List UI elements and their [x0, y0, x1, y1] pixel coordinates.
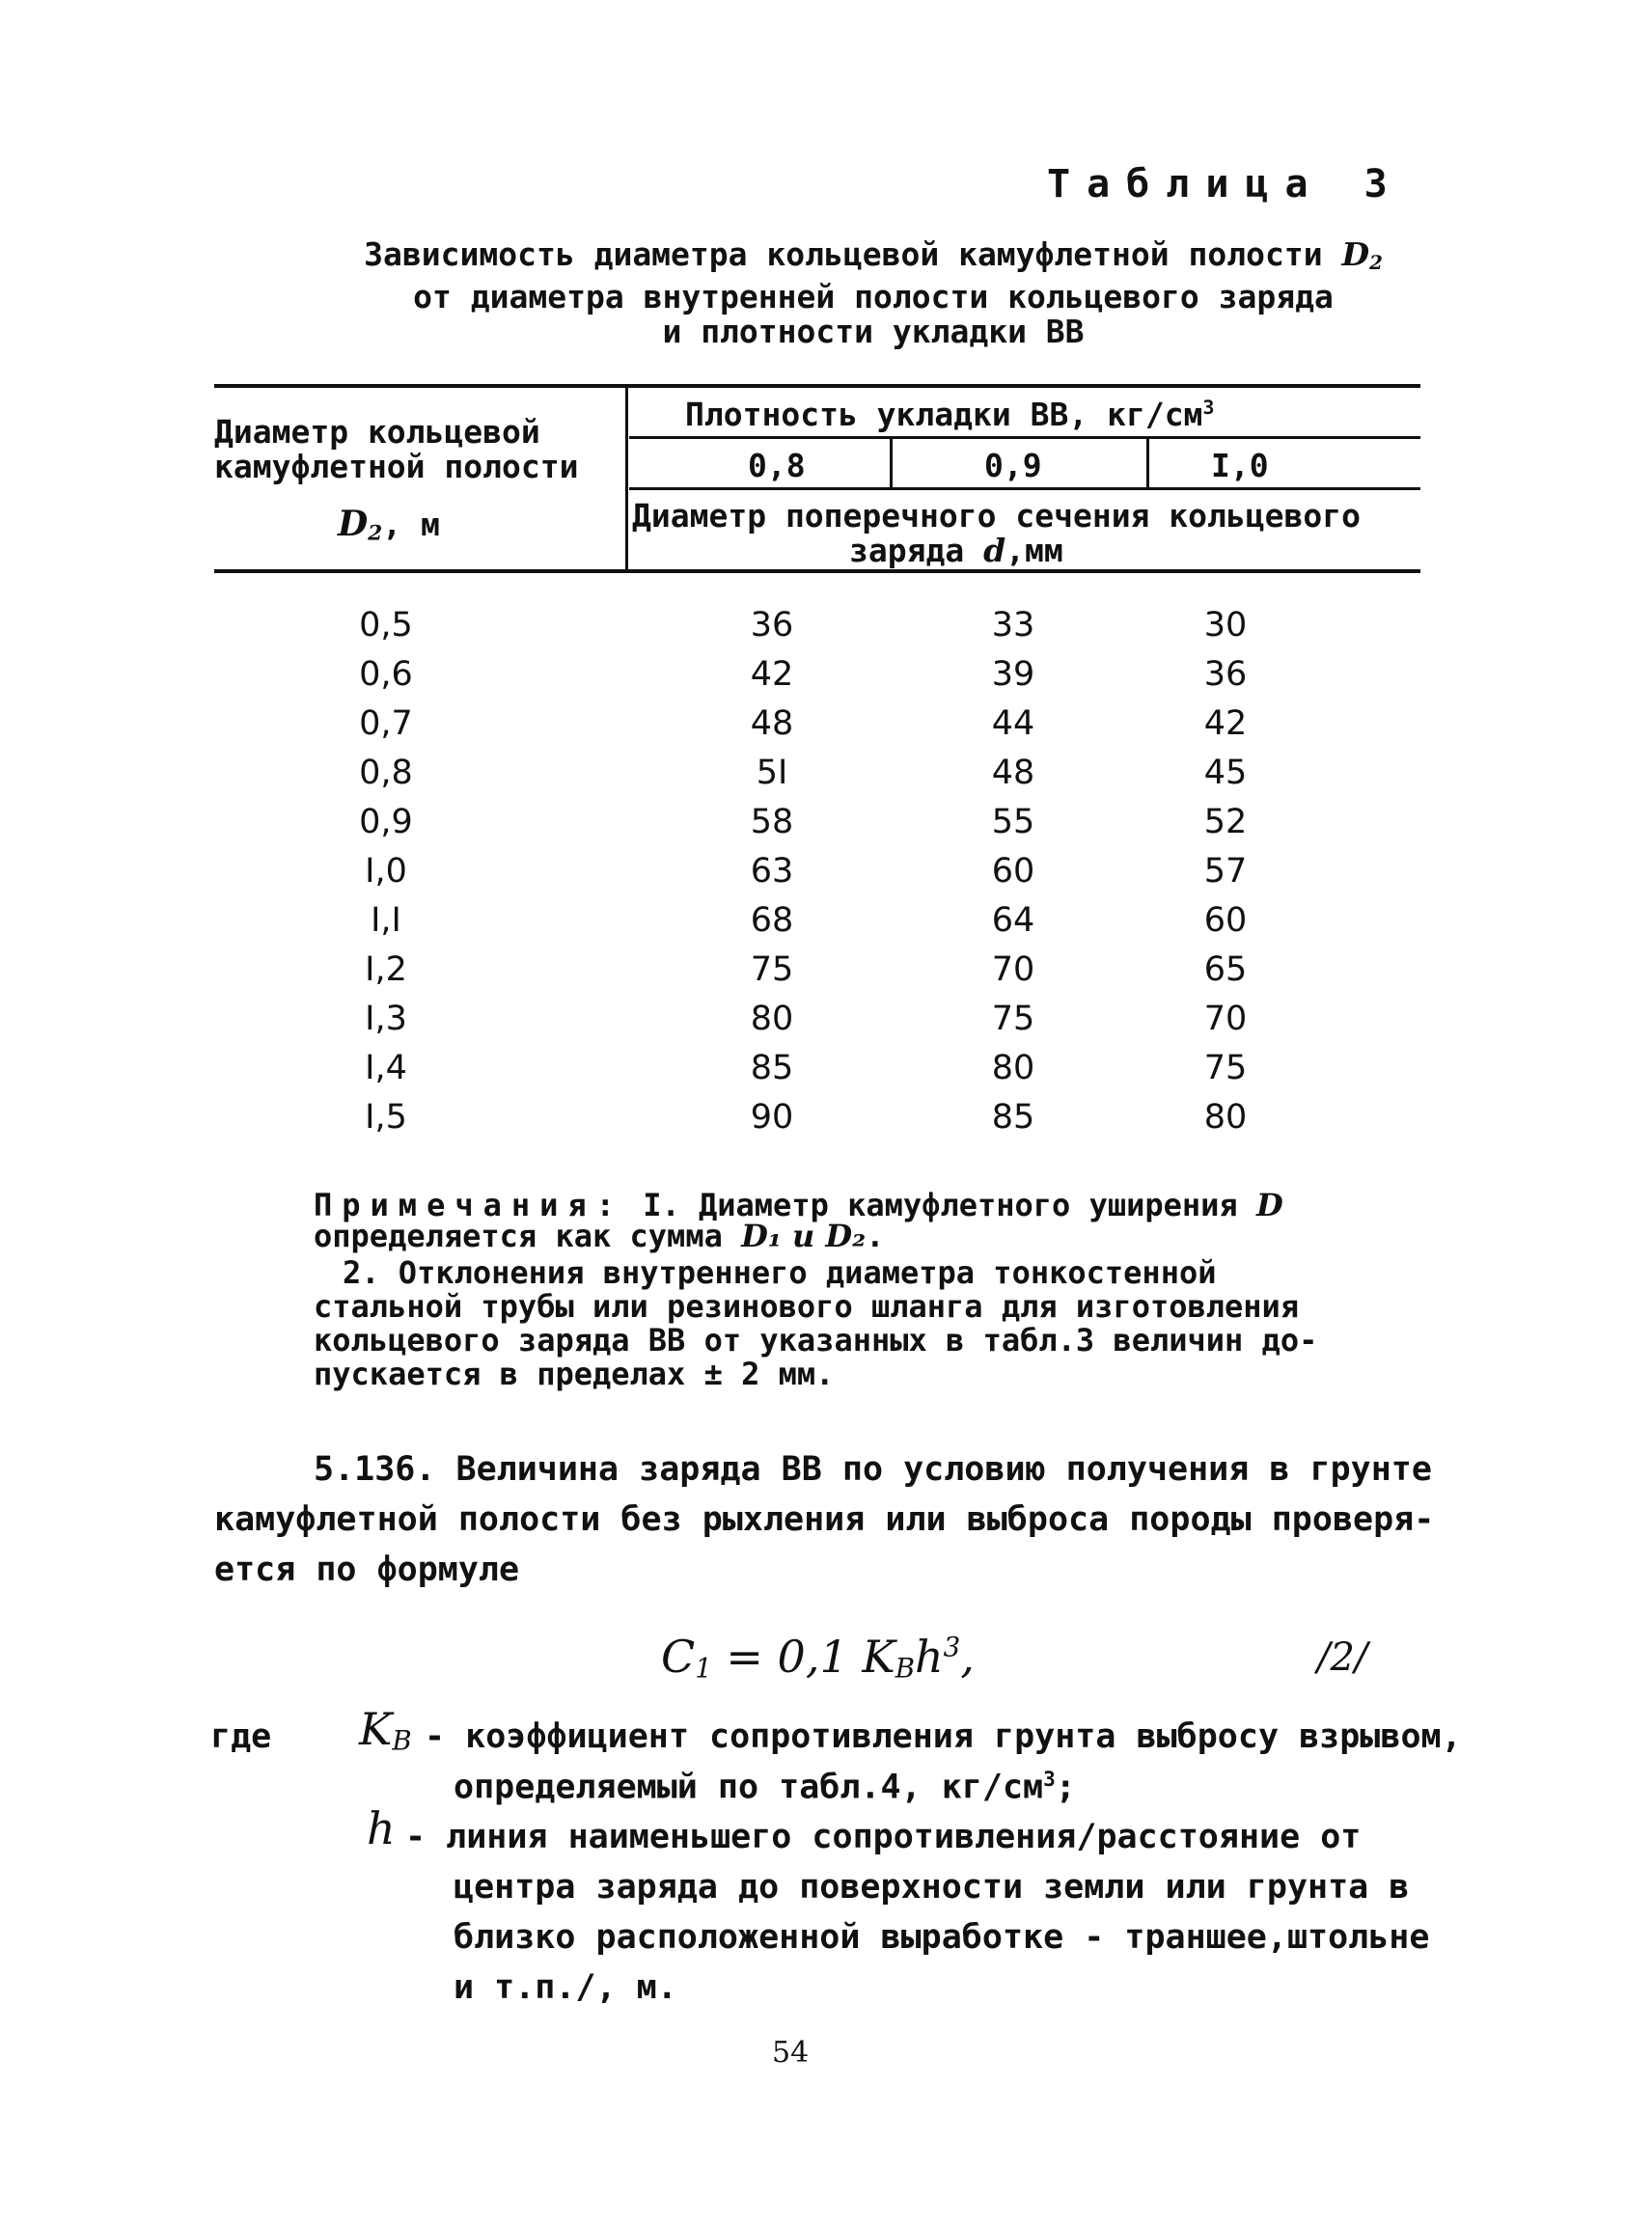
density-0-8: 0,8: [748, 447, 806, 484]
left-header-line-1: Диаметр кольцевой: [214, 413, 540, 451]
k-symbol: KB: [359, 1703, 412, 1757]
note-2-line-3: кольцевого заряда ВВ от указанных в табл.3 величин до-: [314, 1322, 1318, 1358]
k-definition-line-1: - коэффициент сопротивления грунта выбросу взрывом,: [425, 1717, 1462, 1756]
note-1: Примечания: I. Диаметр камуфлетного уширения D: [314, 1187, 1283, 1223]
paragraph-line-2: камуфлетной полости без рыхления или выброса породы проверя-: [214, 1500, 1435, 1539]
density-title: Плотность укладки ВВ, $кг/см^3$: [685, 396, 1215, 433]
h-definition-line-2: центра заряда до поверхности земли или грунта в: [454, 1868, 1410, 1907]
paragraph-line-3: ется по формуле: [214, 1551, 520, 1589]
density-rule: [629, 436, 1420, 439]
table-caption: [318, 237, 1428, 349]
note-2-line-2: стальной трубы или резинового шланга для изготовления: [314, 1288, 1300, 1325]
density-1-0: I,0: [1211, 447, 1269, 484]
h-definition-line-4: и т.п./, м.: [454, 1968, 677, 2007]
density-values-rule: [629, 487, 1420, 490]
caption-line-3: и плотности укладки ВВ: [662, 312, 1085, 350]
h-definition-line-1: - линия наименьшего сопротивления/расстояние от: [405, 1818, 1362, 1856]
where-label: где: [210, 1717, 272, 1756]
density-divider-1: [890, 439, 893, 489]
note-2-line-4: пускается в пределах ± 2 мм.: [314, 1356, 835, 1392]
table-top-rule: [214, 384, 1420, 388]
table-header-bottom-rule: [214, 569, 1420, 573]
density-0-9: 0,9: [984, 447, 1042, 484]
h-symbol: h: [367, 1802, 396, 1854]
caption-symbol: D2: [1341, 235, 1383, 274]
page-number: 54: [772, 2036, 810, 2070]
k-definition-line-2: определяемый по табл.4, $кг/см^3$;: [454, 1768, 1076, 1807]
caption-line-1: Зависимость диаметра кольцевой камуфлетной полости D2: [364, 235, 1383, 274]
left-header: [214, 415, 579, 484]
table-header-divider: [625, 386, 628, 569]
cross-section-line-1: Диаметр поперечного сечения кольцевого: [632, 497, 1361, 535]
table-number: Таблица 3: [1047, 162, 1404, 206]
left-header-line-2: камуфлетной полости: [214, 448, 579, 485]
caption-line-2: от диаметра внутренней полости кольцевого заряда: [413, 277, 1334, 316]
left-header-symbol: $D_2$, м: [338, 504, 440, 546]
formula: C1 = 0,1 KBh$^3$,: [661, 1631, 975, 1685]
cross-section-line-2: заряда d,мм: [849, 532, 1063, 569]
h-definition-line-3: близко расположенной выработке - траншее,штольне: [454, 1918, 1430, 1957]
density-divider-2: [1146, 439, 1149, 489]
note-1-continued: определяется как сумма D₁ и D₂.: [314, 1218, 885, 1254]
formula-number: /2/: [1317, 1635, 1368, 1680]
note-2-line-1: 2. Отклонения внутреннего диаметра тонкостенной: [343, 1254, 1217, 1291]
paragraph-line-1: 5.136. Величина заряда ВВ по условию получения в грунте: [314, 1450, 1432, 1489]
